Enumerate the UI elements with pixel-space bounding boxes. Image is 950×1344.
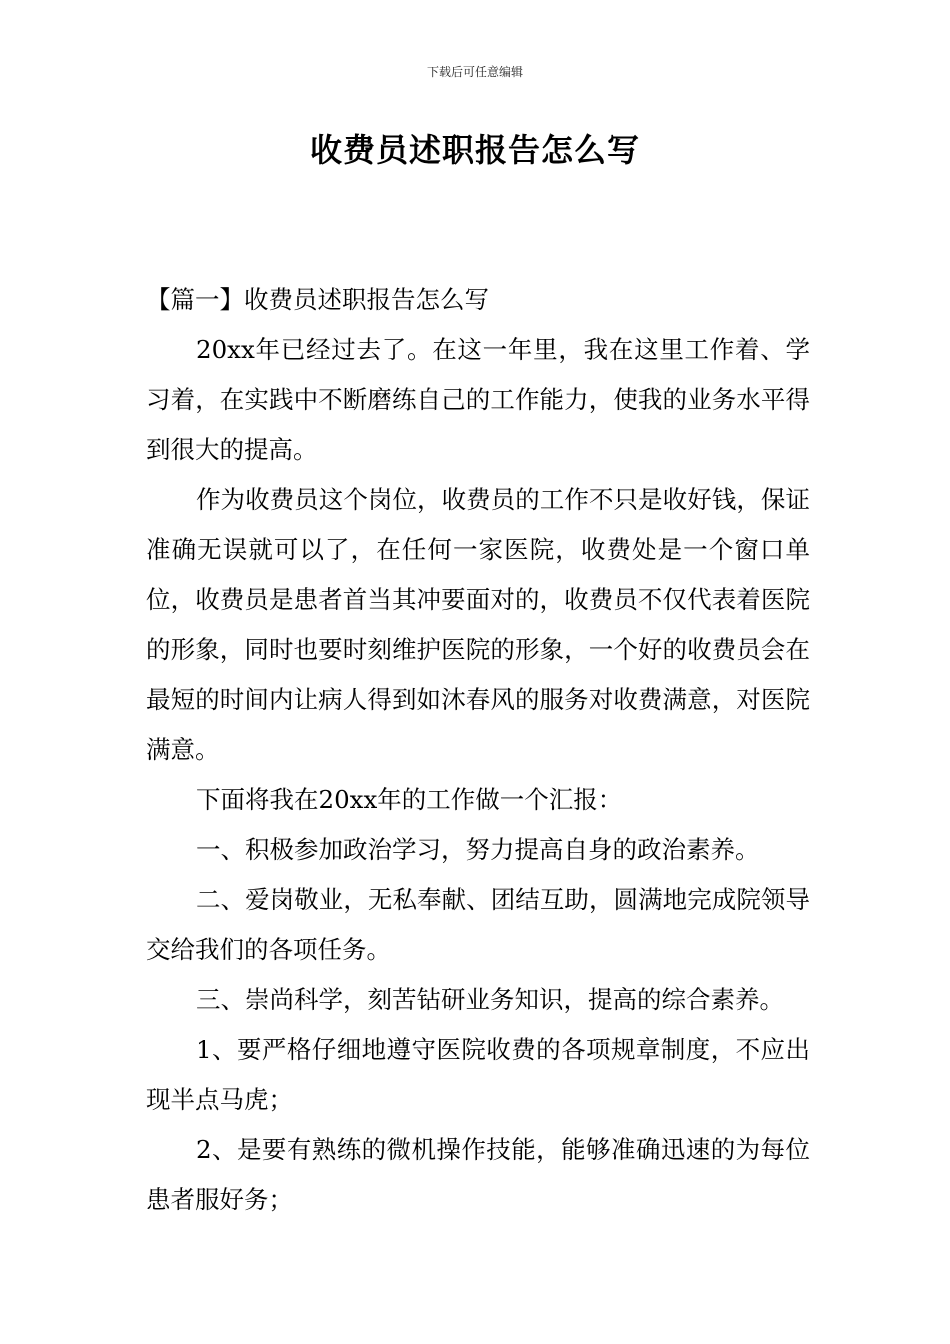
paragraph-intro: 20xx年已经过去了。在这一年里，我在这里工作着、学习着，在实践中不断磨练自己的工作能力，使我的业务水平得到很大的提高。 xyxy=(146,335,810,464)
section-heading: 【篇一】收费员述职报告怎么写 xyxy=(146,285,489,314)
paragraph-subpoint-2: 2、是要有熟练的微机操作技能，能够准确迅速的为每位患者服好务； xyxy=(146,1135,810,1214)
paragraph-report-lead: 下面将我在20xx年的工作做一个汇报： xyxy=(196,785,623,814)
document-title: 收费员述职报告怎么写 xyxy=(309,131,640,169)
paragraph-point-2: 二、爱岗敬业，无私奉献、团结互助，圆满地完成院领导交给我们的各项任务。 xyxy=(146,885,810,964)
paragraph-point-3: 三、崇尚科学，刻苦钻研业务知识，提高的综合素养。 xyxy=(196,985,784,1014)
paragraph-role: 作为收费员这个岗位，收费员的工作不只是收好钱，保证准确无误就可以了，在任何一家医院，收费处是一个窗口单位，收费员是患者首当其冲要面对的，收费员不仅代表着医院的形象，同时也要时刻维护医院的形象，一个好的收费员会在最短的时间内让病人得到如沐春风的服务对收费满意，对医院满意。 xyxy=(146,485,810,764)
paragraph-subpoint-1: 1、要严格仔细地遵守医院收费的各项规章制度，不应出现半点马虎； xyxy=(146,1035,810,1114)
header-note: 下载后可任意编辑 xyxy=(426,65,523,79)
document-body xyxy=(146,275,810,1225)
paragraph-point-1: 一、积极参加政治学习，努力提高自身的政治素养。 xyxy=(196,835,760,864)
